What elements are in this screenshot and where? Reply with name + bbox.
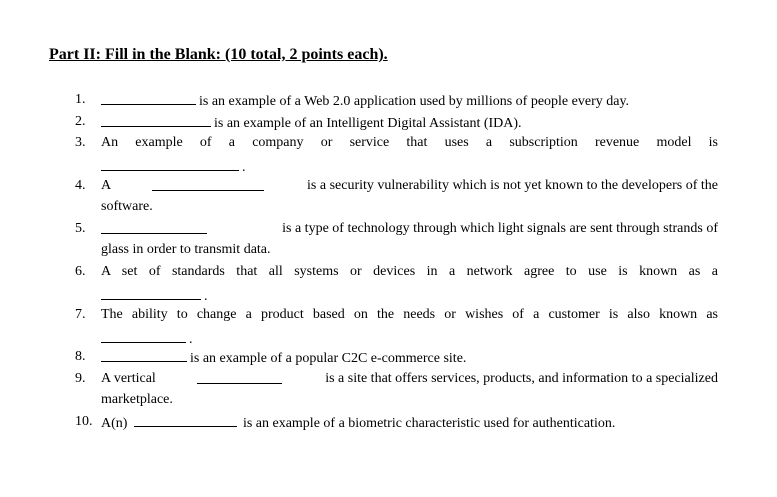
question-text: is an example of a biometric characteristic used for authentication. [242,416,616,431]
period: . [204,289,208,304]
question-number: 4. [75,178,86,193]
question-4 [101,178,718,194]
question-number: 5. [75,221,86,236]
answer-blank[interactable] [152,178,264,191]
question-continuation: software. [101,199,153,214]
answer-blank[interactable] [101,221,207,234]
question-1 [101,92,629,110]
answer-blank[interactable] [101,330,186,343]
question-number: 6. [75,264,86,279]
question-text: is a type of technology through which light signals are sent through strands of [282,221,718,236]
answer-blank[interactable] [101,114,211,127]
section-heading: Part II: Fill in the Blank: (10 total, 2 points each). [49,46,388,63]
question-number: 10. [75,414,93,429]
question-number: 8. [75,349,86,364]
answer-blank[interactable] [197,371,282,384]
question-prefix: A(n) [101,416,128,431]
question-3-answer-line [101,158,246,176]
answer-blank[interactable] [101,287,201,300]
question-text: is a site that offers services, products, and information to a specialized [325,371,718,386]
question-continuation: glass in order to transmit data. [101,242,271,257]
answer-blank[interactable] [101,92,196,105]
question-text: is an example of a popular C2C e-commerce site. [190,351,467,366]
question-text: is a security vulnerability which is not yet known to the developers of the [307,178,718,193]
period: . [242,160,246,175]
question-text: is an example of a Web 2.0 application used by millions of people every day. [199,94,630,109]
question-number: 9. [75,371,86,386]
question-7: The ability to change a product based on the needs or wishes of a customer is also known as [101,307,718,322]
question-8 [101,349,466,367]
question-7-answer-line [101,330,193,348]
question-6: A set of standards that all systems or devices in a network agree to use is known as a [101,264,718,279]
question-prefix: A [101,178,112,193]
question-10 [101,414,615,432]
question-number: 7. [75,307,86,322]
question-9 [101,371,718,387]
question-number: 3. [75,135,86,150]
question-number: 2. [75,114,86,129]
answer-blank[interactable] [101,349,187,362]
question-number: 1. [75,92,86,107]
question-text: is an example of an Intelligent Digital Assistant (IDA). [214,116,522,131]
question-6-answer-line [101,287,208,305]
question-continuation: marketplace. [101,392,173,407]
question-5 [101,221,718,237]
question-prefix: A vertical [101,371,156,386]
question-3: An example of a company or service that uses a subscription revenue model is [101,135,718,150]
period: . [189,332,193,347]
answer-blank[interactable] [101,158,239,171]
answer-blank[interactable] [134,414,237,427]
question-2 [101,114,522,132]
